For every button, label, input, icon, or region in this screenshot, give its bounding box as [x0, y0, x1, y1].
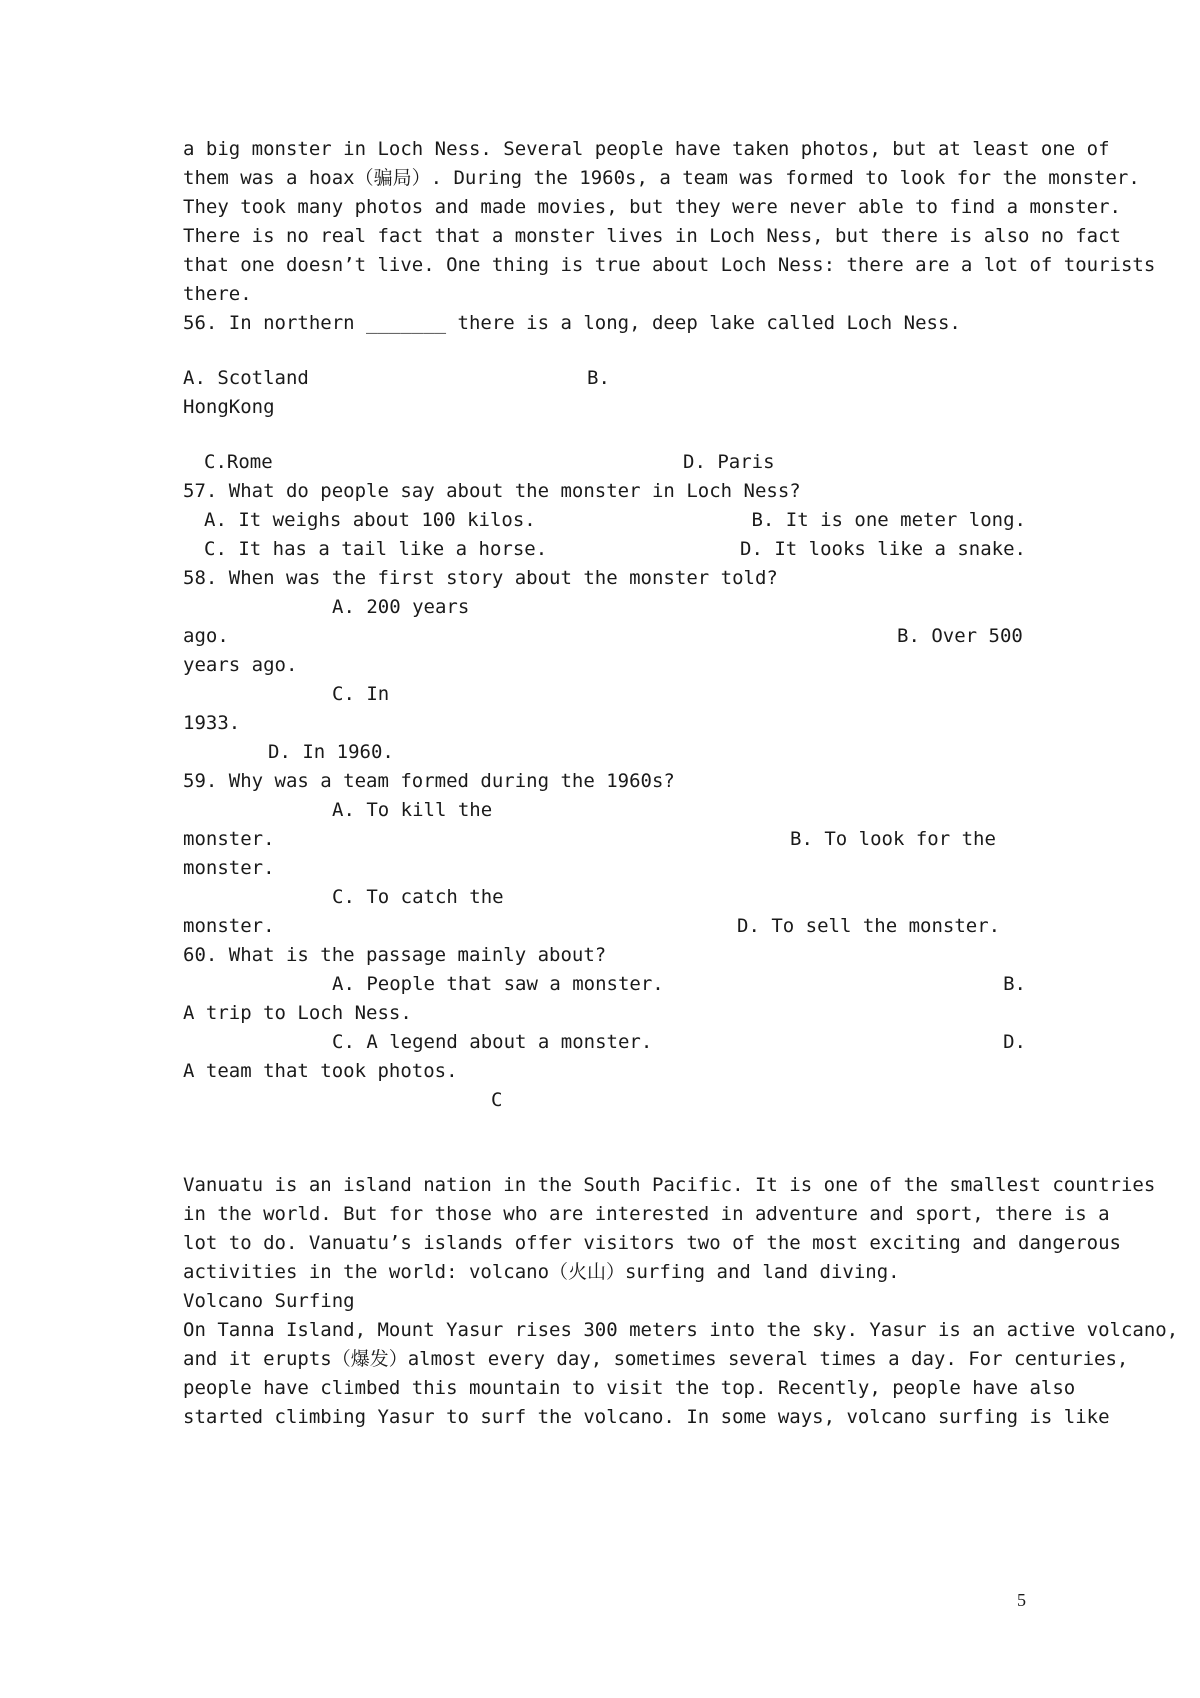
question-56-option-a: A. Scotland — [183, 367, 309, 389]
passage-heading: Volcano Surfing — [183, 1290, 355, 1312]
question-59-option-c: C. To catch the — [332, 886, 504, 908]
question-59-option-c-cont: monster. — [183, 915, 275, 937]
passage-line: people have climbed this mountain to visit the top. Recently, people have also — [183, 1377, 1076, 1399]
question-60-option-d: D. — [1003, 1031, 1026, 1053]
question-56-option-c: C.Rome — [204, 451, 273, 473]
passage-line: lot to do. Vanuatu’s islands offer visitors two of the most exciting and dangerous — [183, 1232, 1121, 1254]
passage-line: On Tanna Island, Mount Yasur rises 300 meters into the sky. Yasur is an active volcano, — [183, 1319, 1179, 1341]
passage-line: a big monster in Loch Ness. Several people have taken photos, but at least one of — [183, 138, 1110, 160]
question-58-option-a: A. 200 years — [332, 596, 470, 618]
passage-line: There is no real fact that a monster lives in Loch Ness, but there is also no fact — [183, 225, 1121, 247]
question-59-option-b-cont: monster. — [183, 857, 275, 879]
question-59-stem: 59. Why was a team formed during the 1960s? — [183, 770, 675, 792]
passage-line: and it erupts（爆发）almost every day, sometimes several times a day. For centuries, — [183, 1348, 1129, 1370]
passage-line: them was a hoax（骗局）. During the 1960s, a team was formed to look for the monster. — [183, 167, 1140, 189]
question-60-option-d-cont: A team that took photos. — [183, 1060, 458, 1082]
question-57-option-b: B. It is one meter long. — [751, 509, 1026, 531]
passage-line: started climbing Yasur to surf the volcano. In some ways, volcano surfing is like — [183, 1406, 1110, 1428]
passage-line: that one doesn’t live. One thing is true about Loch Ness: there are a lot of tourists — [183, 254, 1156, 276]
question-59-option-b: B. To look for the — [790, 828, 996, 850]
passage-line: there. — [183, 283, 252, 305]
question-57-stem: 57. What do people say about the monster in Loch Ness? — [183, 480, 801, 502]
question-57-option-d: D. It looks like a snake. — [740, 538, 1026, 560]
question-60-stem: 60. What is the passage mainly about? — [183, 944, 607, 966]
question-56-option-d: D. Paris — [683, 451, 775, 473]
question-58-option-b: B. Over 500 — [897, 625, 1023, 647]
page-number: 5 — [1017, 1590, 1026, 1610]
question-60-option-b: B. — [1003, 973, 1026, 995]
question-60-option-a: A. People that saw a monster. — [332, 973, 664, 995]
question-60-option-b-cont: A trip to Loch Ness. — [183, 1002, 412, 1024]
question-59-option-a: A. To kill the — [332, 799, 493, 821]
question-58-stem: 58. When was the first story about the monster told? — [183, 567, 778, 589]
question-58-option-c-cont: 1933. — [183, 712, 241, 734]
question-57-option-a: A. It weighs about 100 kilos. — [204, 509, 536, 531]
passage-line: They took many photos and made movies, but they were never able to find a monster. — [183, 196, 1121, 218]
question-59-option-a-cont: monster. — [183, 828, 275, 850]
passage-line: in the world. But for those who are interested in adventure and sport, there is a — [183, 1203, 1110, 1225]
question-59-option-d: D. To sell the monster. — [737, 915, 1001, 937]
question-57-option-c: C. It has a tail like a horse. — [204, 538, 548, 560]
section-letter: C — [491, 1089, 503, 1111]
question-58-option-c: C. In — [332, 683, 390, 705]
passage-line: Vanuatu is an island nation in the South Pacific. It is one of the smallest countries — [183, 1174, 1156, 1196]
question-56-option-b-cont: HongKong — [183, 396, 275, 418]
question-58-option-d: D. In 1960. — [268, 741, 394, 763]
passage-line: activities in the world: volcano（火山）surfing and land diving. — [183, 1261, 900, 1283]
question-56-option-b: B. — [587, 367, 610, 389]
question-60-option-c: C. A legend about a monster. — [332, 1031, 653, 1053]
question-58-option-b-cont: years ago. — [183, 654, 298, 676]
question-58-option-a-cont: ago. — [183, 625, 229, 647]
question-56-stem: 56. In northern _______ there is a long, deep lake called Loch Ness. — [183, 312, 961, 334]
